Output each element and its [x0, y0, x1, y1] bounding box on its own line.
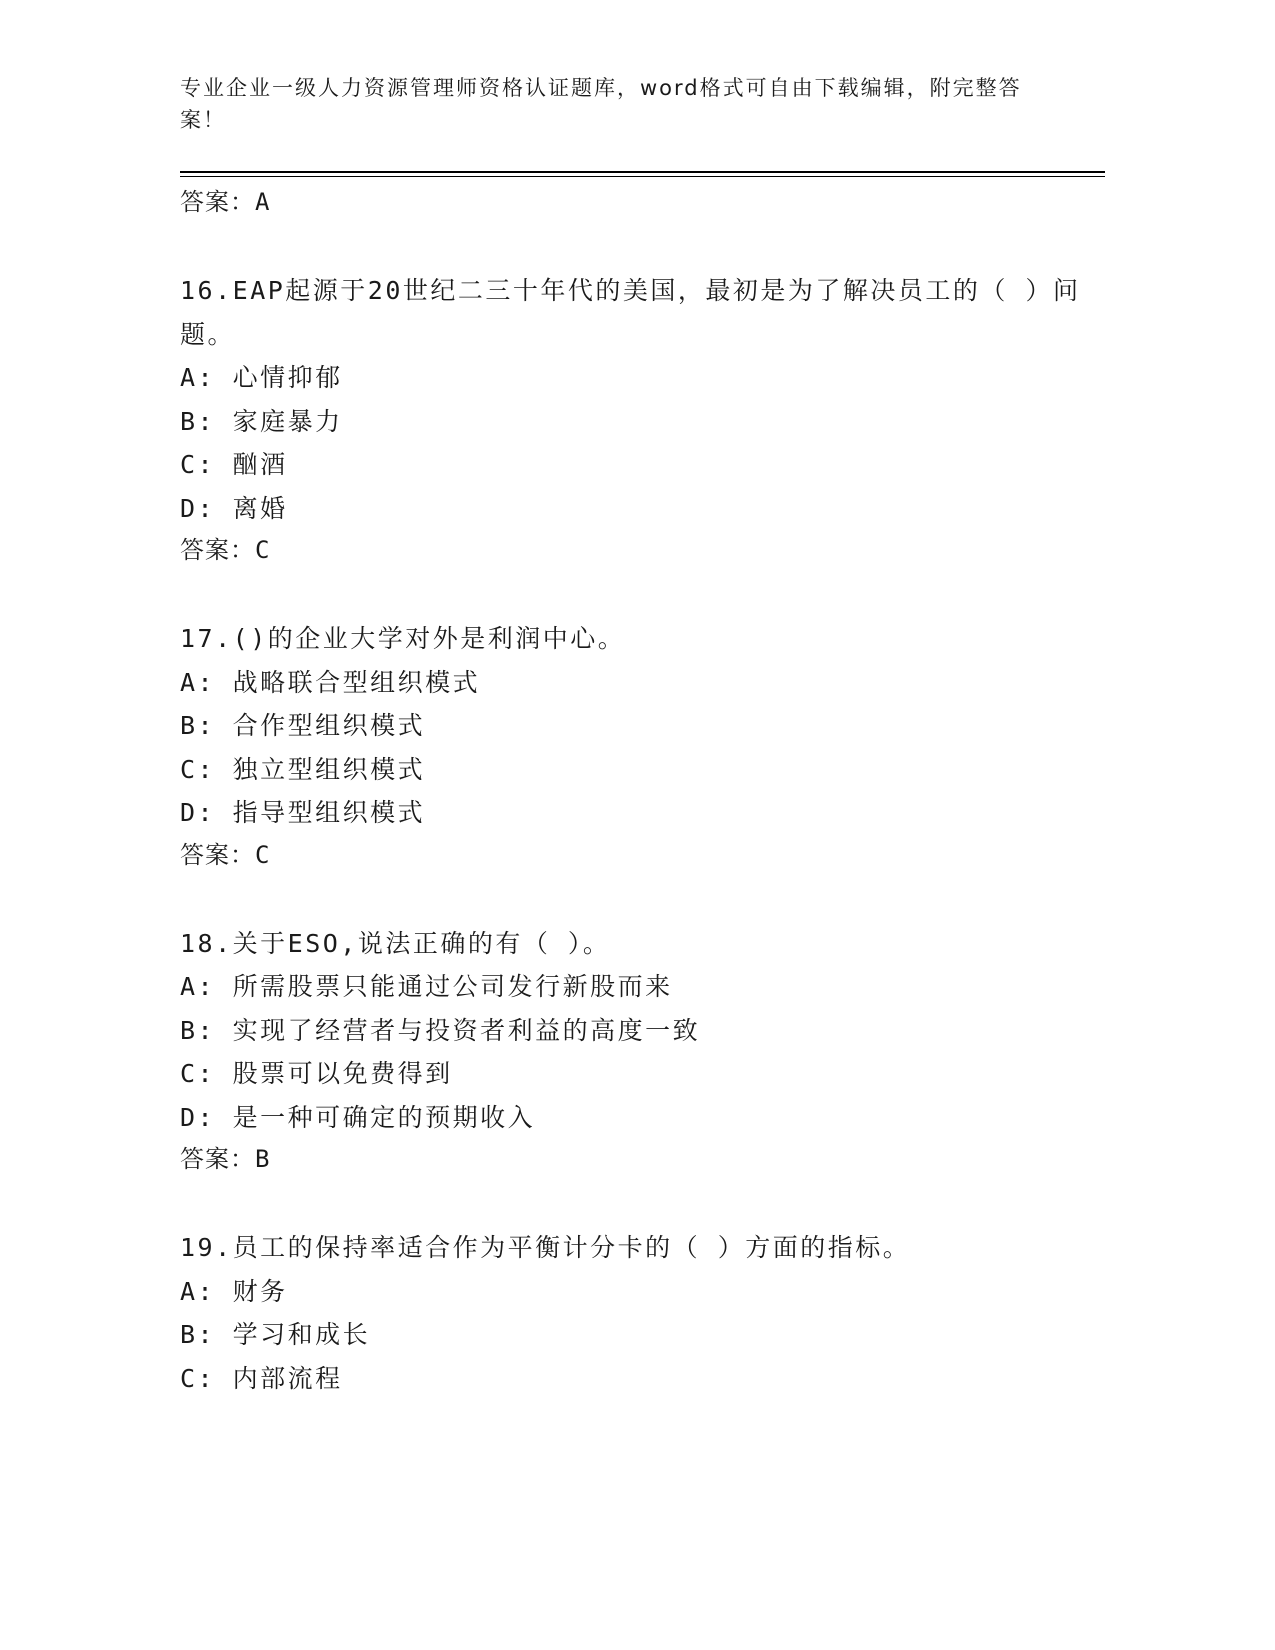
option-d: [180, 487, 1105, 531]
option-text: 指导型组织模式: [232, 798, 426, 827]
option-text: 内部流程: [232, 1363, 343, 1393]
question-stem: 18.关于ESO,说法正确的有（ ）。: [180, 928, 611, 958]
option-text: 财务: [232, 1276, 288, 1306]
question-19: [180, 1226, 1105, 1400]
answer-value: C: [255, 536, 270, 564]
question-18: [180, 922, 1105, 1180]
option-letter: C:: [180, 1363, 216, 1393]
question-list: [180, 182, 1105, 1400]
question-spacer: [180, 1179, 1105, 1226]
question-spacer: [180, 875, 1105, 922]
option-a: [180, 356, 1105, 400]
option-letter: C:: [180, 1059, 216, 1088]
option-letter: B:: [180, 406, 216, 436]
option-b: [180, 704, 1105, 748]
answer-value: A: [255, 188, 270, 216]
option-letter: B:: [180, 1015, 216, 1045]
answer-label: 答案：: [180, 840, 255, 869]
answer-value: C: [255, 840, 270, 869]
option-text: 酗酒: [232, 450, 288, 479]
option-text: 实现了经营者与投资者利益的高度一致: [232, 1015, 701, 1045]
option-letter: A:: [180, 972, 216, 1001]
option-text: 独立型组织模式: [232, 754, 426, 784]
option-b: [180, 1313, 1105, 1357]
option-text: 合作型组织模式: [232, 711, 426, 740]
option-text: 战略联合型组织模式: [232, 667, 481, 697]
option-text: 所需股票只能通过公司发行新股而来: [232, 972, 673, 1001]
answer-value: B: [255, 1145, 270, 1173]
option-c: [180, 443, 1105, 487]
option-letter: D:: [180, 1102, 216, 1132]
option-text: 家庭暴力: [232, 406, 343, 436]
option-letter: B:: [180, 711, 216, 740]
option-letter: D:: [180, 798, 216, 827]
option-d: [180, 1096, 1105, 1140]
option-letter: A:: [180, 667, 216, 697]
option-letter: D:: [180, 493, 216, 523]
question-17: [180, 617, 1105, 875]
option-letter: C:: [180, 450, 216, 479]
question-stem: 16.EAP起源于20世纪二三十年代的美国，最初是为了解决员工的（ ）问题。: [180, 276, 1081, 349]
question-stem: 19.员工的保持率适合作为平衡计分卡的（ ）方面的指标。: [180, 1233, 911, 1262]
answer-label: 答案：: [180, 188, 255, 216]
option-c: [180, 1357, 1105, 1401]
option-text: 心情抑郁: [232, 363, 343, 392]
question-16: [180, 269, 1105, 570]
option-a: [180, 661, 1105, 705]
answer-line: [180, 530, 1105, 570]
answer-label: 答案：: [180, 536, 255, 564]
answer-label: 答案：: [180, 1145, 255, 1173]
option-d: [180, 791, 1105, 835]
option-letter: A:: [180, 363, 216, 392]
option-c: [180, 748, 1105, 792]
answer-line: [180, 835, 1105, 875]
option-a: [180, 1270, 1105, 1314]
option-letter: C:: [180, 754, 216, 784]
option-text: 学习和成长: [232, 1320, 371, 1349]
option-text: 离婚: [232, 493, 288, 523]
answer-line: [180, 1139, 1105, 1179]
question-stem: 17.()的企业大学对外是利润中心。: [180, 624, 626, 653]
option-a: [180, 965, 1105, 1009]
answer-line: [180, 182, 1105, 222]
option-text: 是一种可确定的预期收入: [232, 1102, 536, 1132]
option-c: [180, 1052, 1105, 1096]
option-b: [180, 400, 1105, 444]
option-letter: B:: [180, 1320, 216, 1349]
header-rule-thick: [180, 171, 1105, 173]
header-rule-thin: [180, 176, 1105, 177]
question-spacer: [180, 570, 1105, 617]
question-spacer: [180, 222, 1105, 269]
option-letter: A:: [180, 1276, 216, 1306]
option-b: [180, 1009, 1105, 1053]
page-header: 专业企业一级人力资源管理师资格认证题库，word格式可自由下载编辑，附完整答案！: [180, 76, 1022, 132]
option-text: 股票可以免费得到: [232, 1059, 453, 1088]
